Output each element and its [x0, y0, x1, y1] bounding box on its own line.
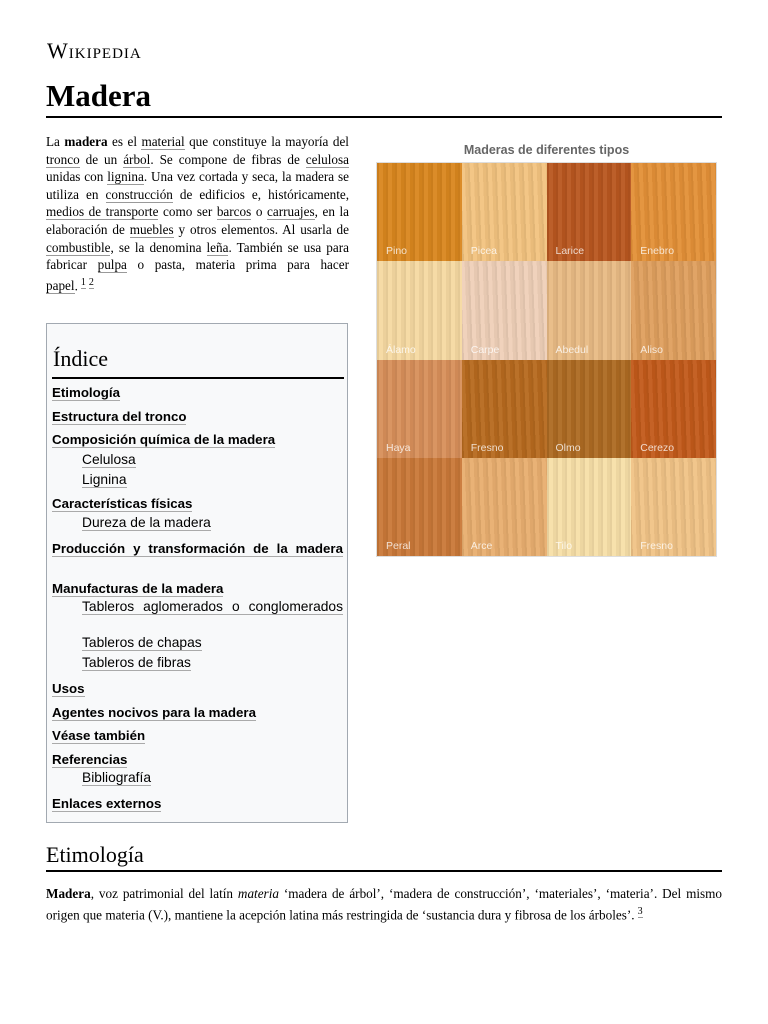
wood-sample-label: Peral [386, 540, 411, 552]
wood-sample-label: Arce [470, 540, 493, 552]
wood-sample-tile[interactable] [547, 261, 632, 359]
toc-item-tableros-de-fibras[interactable]: Tableros de fibras [82, 655, 191, 670]
toc-item-celulosa[interactable]: Celulosa [82, 452, 136, 467]
link-combustible[interactable]: combustible [46, 239, 111, 255]
wood-sample-tile[interactable] [547, 163, 632, 261]
toc-item-dureza-de-la-madera[interactable]: Dureza de la madera [82, 515, 211, 530]
toc-item-composicion-quimica[interactable]: Composición química de la madera [52, 432, 276, 447]
page-title: Madera [46, 78, 152, 113]
section-heading-etimologia: Etimología [46, 842, 144, 867]
reference-2[interactable]: 2 [88, 276, 94, 288]
title-rule [46, 116, 722, 118]
link-celulosa[interactable]: celulosa [305, 151, 349, 167]
toc-item-enlaces-externos[interactable]: Enlaces externos [52, 796, 162, 811]
wood-types-gallery[interactable] [376, 162, 717, 557]
wood-sample-tile[interactable] [547, 458, 632, 556]
wood-sample-label: Larice [555, 245, 585, 258]
gallery-caption: Maderas de diferentes tipos [463, 143, 630, 157]
wood-sample-label: Haya [386, 441, 411, 454]
link-pulpa[interactable]: pulpa [97, 257, 127, 273]
wood-sample-tile[interactable] [377, 360, 462, 458]
toc-item-tableros-de-chapas[interactable]: Tableros de chapas [82, 635, 202, 650]
wood-sample-label: Olmo [555, 441, 581, 454]
wood-sample-label: Cerezo [640, 441, 675, 454]
etimologia-paragraph: Madera, voz patrimonial del latín materia ‘madera de árbol’, ‘madera de construcción’, ‘materiales’, ‘materia’. Del mismo origen que materia (V.), mantiene la acepción latina más restringida de ‘sustancia dura y fibrosa de los árboles’. $^3$ [46, 886, 723, 922]
link-lena[interactable]: leña [206, 239, 229, 255]
wood-sample-label: Abedul [555, 343, 589, 356]
intro-paragraph: La madera es el material que constituye la mayoría del tronco de un árbol. Se compone de fibras de celulosa unidas con lignina. Una vez cortada y seca, la madera se utiliza en construcción de edificios e, históricamente, medios de transporte como ser barcos o carruajes, en la elaboración de muebles y otros elementos. Al usarla de combustible, se la denomina leña. También se usa para fabricar pulpa o pasta, materia prima para hacer papel. $^1$ $^2$ [46, 134, 350, 294]
link-carruajes[interactable]: carruajes [267, 204, 315, 220]
wood-sample-label: Picea [470, 245, 498, 258]
toc-item-bibliografia[interactable]: Bibliografía [82, 770, 152, 785]
wood-sample-tile[interactable] [462, 360, 547, 458]
intro-bold-term: madera [64, 134, 108, 149]
wood-sample-label: Álamo [386, 343, 416, 356]
wood-sample-tile[interactable] [462, 261, 547, 359]
reference-1[interactable]: 1 [80, 276, 86, 288]
table-of-contents [46, 323, 348, 823]
wood-sample-tile[interactable] [462, 458, 547, 556]
wood-sample-label: Tilo [555, 540, 573, 552]
toc-title: Índice [53, 346, 108, 371]
link-lignina[interactable]: lignina [107, 169, 144, 185]
link-construccion[interactable]: construcción [105, 186, 173, 202]
toc-item-usos[interactable]: Usos [52, 681, 85, 696]
wood-sample-tile[interactable] [462, 163, 547, 261]
link-material[interactable]: material [141, 134, 185, 149]
wood-sample-label: Fresno [640, 540, 673, 552]
link-tronco[interactable]: tronco [46, 151, 80, 167]
link-arbol[interactable]: árbol [123, 151, 151, 167]
toc-item-agentes-nocivos[interactable]: Agentes nocivos para la madera [52, 705, 256, 720]
wood-sample-tile[interactable] [377, 458, 462, 556]
wood-sample-tile[interactable] [631, 458, 716, 556]
section-rule [46, 870, 722, 872]
wood-sample-tile[interactable] [631, 360, 716, 458]
toc-item-produccion-y-transformacion[interactable]: Producción y transformación de la madera [52, 541, 343, 556]
wood-sample-tile[interactable] [547, 360, 632, 458]
wikipedia-wordmark[interactable]: Wikipedia [47, 38, 142, 63]
wood-sample-label: Fresno [470, 441, 504, 454]
link-medios-de-transporte[interactable]: medios de transporte [46, 204, 159, 220]
toc-item-tableros-aglomerados[interactable]: Tableros aglomerados o conglomerados [82, 599, 343, 614]
toc-item-lignina[interactable]: Lignina [82, 472, 127, 487]
wood-sample-label: Pino [386, 245, 408, 258]
reference-3[interactable]: 3 [637, 905, 643, 917]
link-barcos[interactable]: barcos [216, 204, 252, 220]
wood-sample-label: Aliso [640, 343, 664, 356]
toc-item-etimologia[interactable]: Etimología [52, 385, 120, 400]
toc-item-manufacturas-de-la-madera[interactable]: Manufacturas de la madera [52, 581, 224, 596]
toc-item-estructura-del-tronco[interactable]: Estructura del tronco [52, 409, 187, 424]
wood-sample-label: Enebro [640, 245, 675, 258]
wood-sample-tile[interactable] [631, 261, 716, 359]
link-papel[interactable]: papel [46, 278, 75, 294]
wood-sample-label: Carpe [470, 343, 500, 356]
wood-sample-tile[interactable] [631, 163, 716, 261]
toc-rule [52, 377, 344, 379]
toc-item-caracteristicas-fisicas[interactable]: Características físicas [52, 496, 193, 511]
link-muebles[interactable]: muebles [129, 221, 174, 237]
wood-sample-tile[interactable] [377, 261, 462, 359]
wood-sample-tile[interactable] [377, 163, 462, 261]
toc-item-vease-tambien[interactable]: Véase también [52, 728, 146, 743]
toc-item-referencias[interactable]: Referencias [52, 752, 128, 767]
